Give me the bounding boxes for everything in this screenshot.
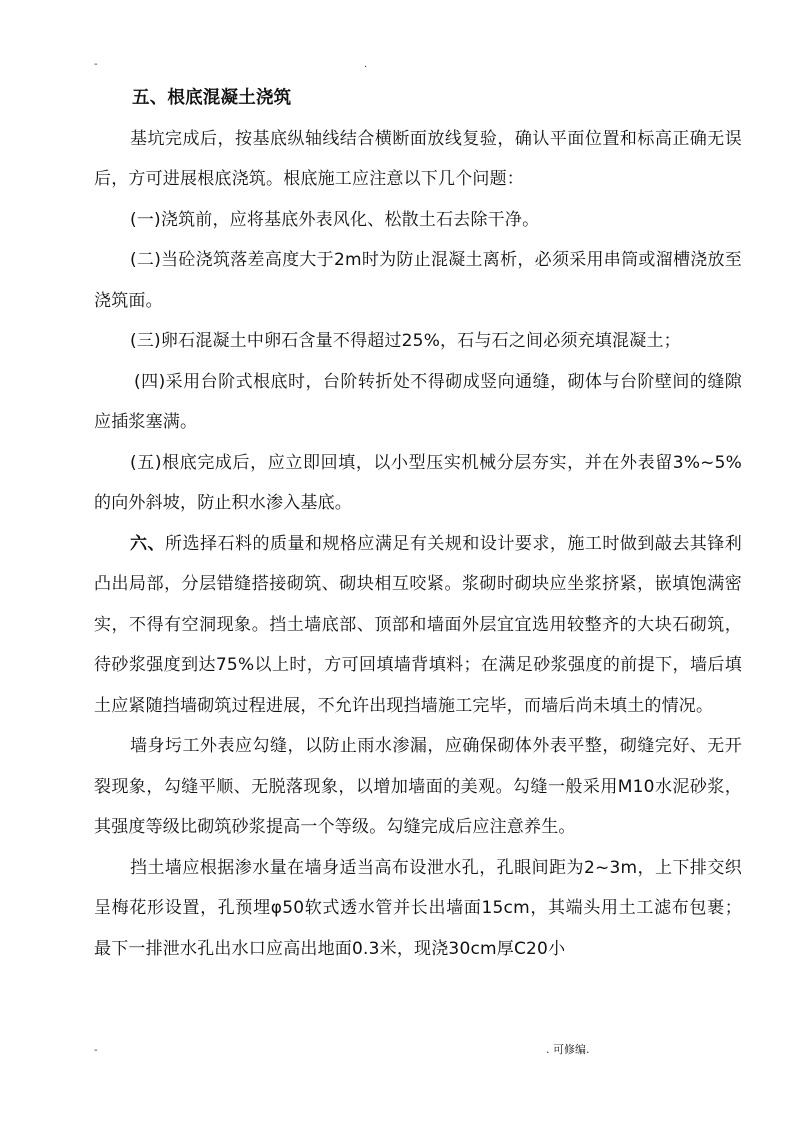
- section-5-item-1: (一)浇筑前，应将基底外表风化、松散土石去除干净。: [130, 209, 540, 230]
- section-5-title: 五、根底混凝土浇筑: [132, 88, 292, 108]
- section-5-item-3: (三)卵石混凝土中卵石含量不得超过25%，石与石之间必须充填混凝土；: [130, 331, 681, 351]
- footer-mark-left: -: [94, 1045, 98, 1056]
- footer-text: . 可修编.: [546, 1043, 590, 1056]
- section-5-item-4: (四)采用台阶式根底时，台阶转折处不得砌成竖向通缝，砌体与台阶壁间的缝隙应插浆塞满。: [94, 371, 742, 432]
- document-body: [94, 78, 742, 969]
- section-6-text: 所选择石料的质量和规格应满足有关规和设计要求，施工时做到敲去其锋利凸出局部，分层错缝搭接砌筑、砌块相互咬紧。浆砌时砌块应坐浆挤紧，嵌填饱满密实，不得有空洞现象。挡土墙底部、顶部和墙面外层宜宜选用较整齐的大块石砌筑，待砂浆强度到达75%以上时，方可回填墙背填料；在满足砂浆强度的前提下，墙后填土应紧随挡墙砌筑过程进展，不允许出现挡墙施工完毕，而墙后尚未填土的情况。: [94, 533, 742, 716]
- section-5-intro: 基坑完成后，按基底纵轴线结合横断面放线复验，确认平面位置和标高正确无误后，方可进展根底浇筑。根底施工应注意以下几个问题：: [94, 128, 742, 189]
- pointing-paragraph: 墙身圬工外表应勾缝，以防止雨水渗漏，应确保砌体外表平整，砌缝完好、无开裂现象，勾缝平顺、无脱落现象，以增加墙面的美观。勾缝一般采用M10水泥砂浆，其强度等级比砌筑砂浆提高一个等级。勾缝完成后应注意养生。: [94, 736, 742, 837]
- section-5-item-5: (五)根底完成后，应立即回填，以小型压实机械分层夯实，并在外表留3%~5%的向外斜坡，防止积水渗入基底。: [94, 452, 742, 513]
- header-mark-center: .: [364, 59, 368, 70]
- section-6-paragraph: [94, 524, 742, 727]
- section-6-label: 六、: [130, 533, 165, 554]
- header-mark-left: -: [94, 59, 98, 70]
- drainage-paragraph: 挡土墙应根据渗水量在墙身适当高布设泄水孔，孔眼间距为2~3m，上下排交织呈梅花形设置，孔预埋φ50软式透水管并长出墙面15cm，其端头用土工滤布包裹；最下一排泄水孔出水口应高出地面0.3米，现浇30cm厚C20小: [94, 857, 742, 959]
- section-5-item-2: (二)当砼浇筑落差高度大于2m时为防止混凝土离析，必须采用串筒或溜槽浇放至浇筑面。: [94, 250, 742, 311]
